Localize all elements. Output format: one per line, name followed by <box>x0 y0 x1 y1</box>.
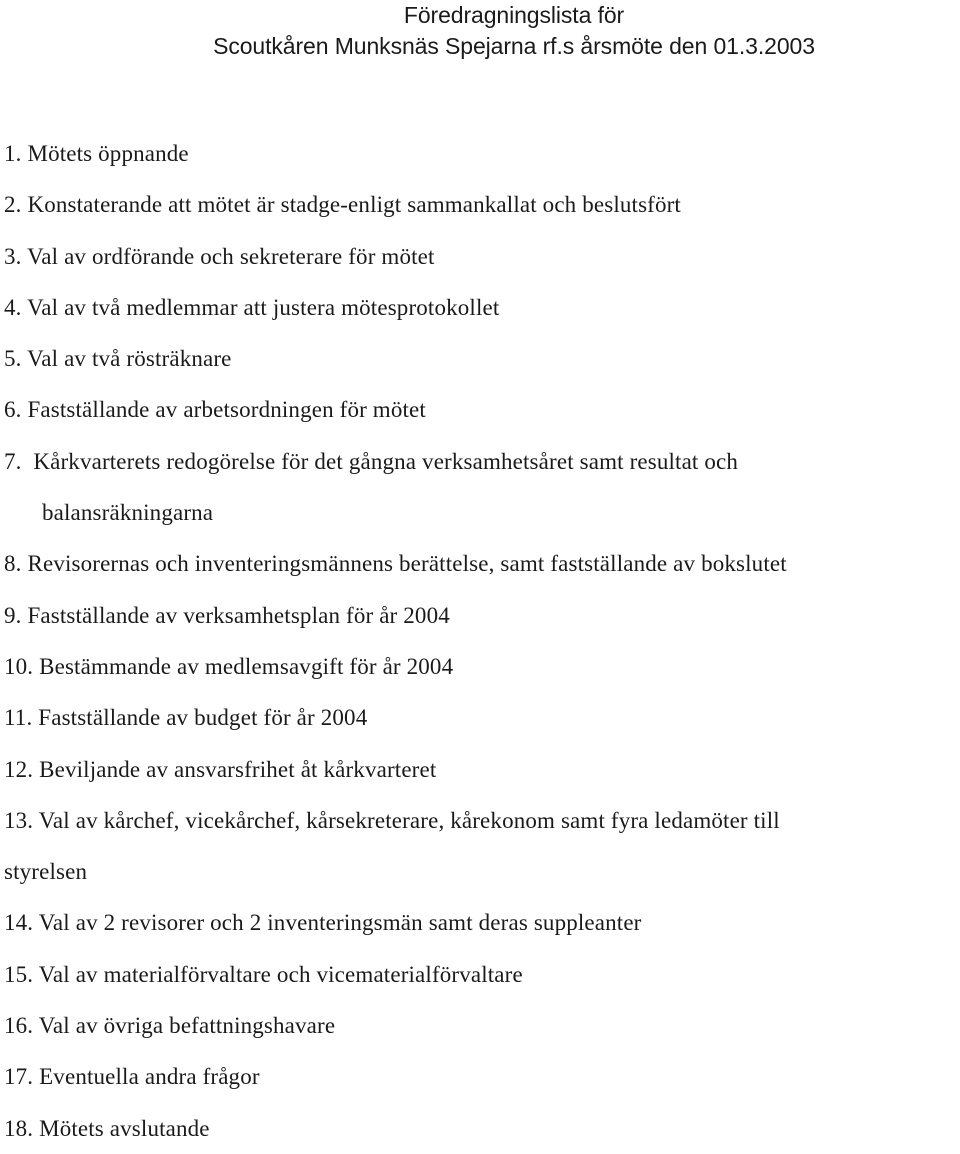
item-text: Eventuella andra frågor <box>39 1064 260 1090</box>
item-text: Val av materialförvaltare och vicematerialförvaltare <box>33 961 523 987</box>
item-number: 12. <box>4 756 34 782</box>
item-number: 18. <box>4 1115 34 1141</box>
agenda-item-7 <box>4 436 960 539</box>
item-text: Kårkvarterets redogörelse för det gångna verksamhetsåret samt resultat och <box>33 448 739 474</box>
item-text: Bestämmande av medlemsavgift för år 2004 <box>39 653 454 679</box>
item-number: 7. <box>4 448 22 474</box>
item-text: Revisorernas och inventeringsmännens berättelse, samt fastställande av bokslutet <box>27 551 787 577</box>
agenda-item-15 <box>4 949 960 1000</box>
item-text: Val av övriga befattningshavare <box>38 1013 336 1039</box>
item-number: 1. <box>4 141 22 166</box>
agenda-item-17 <box>4 1051 960 1102</box>
item-number: 15. <box>4 961 34 987</box>
item-number: 13. <box>4 807 34 833</box>
item-number: 4. <box>4 294 22 320</box>
document-title: Föredragningslista för <box>403 2 625 28</box>
agenda-item-11 <box>4 692 960 743</box>
agenda-item-14 <box>4 897 960 948</box>
item-text: Konstaterande att mötet är stadge-enligt sammankallat och beslutsfört <box>27 192 681 218</box>
agenda-item-6 <box>4 384 960 435</box>
item-text: Beviljande av ansvarsfrihet åt kårkvarteret <box>39 756 437 782</box>
agenda-list <box>4 128 960 1154</box>
item-continuation: styrelsen <box>4 859 88 885</box>
item-text: Val av två medlemmar att justera mötesprotokollet <box>27 294 500 320</box>
item-number: 6. <box>4 397 22 423</box>
agenda-item-16 <box>4 1000 960 1051</box>
agenda-item-5 <box>4 333 960 384</box>
document-subtitle: Scoutkåren Munksnäs Spejarna rf.s årsmöte den 01.3.2003 <box>213 33 815 59</box>
agenda-item-3 <box>4 231 960 282</box>
item-text: Val av kårchef, vicekårchef, kårsekreterare, kårekonom samt fyra ledamöter till <box>38 807 780 833</box>
item-number: 3. <box>4 243 22 269</box>
item-number: 8. <box>4 551 22 577</box>
agenda-item-12 <box>4 744 960 795</box>
agenda-item-2 <box>4 179 960 230</box>
item-number: 2. <box>4 192 22 218</box>
agenda-item-9 <box>4 590 960 641</box>
item-text: Mötets öppnande <box>27 141 189 166</box>
item-text: Val av ordförande och sekreterare för mötet <box>27 243 435 269</box>
item-text: Fastställande av arbetsordningen för mötet <box>27 397 426 423</box>
item-first-line <box>4 436 960 487</box>
item-text: Fastställande av budget för år 2004 <box>38 705 368 731</box>
agenda-item-1 <box>4 128 960 179</box>
item-number: 17. <box>4 1064 34 1090</box>
agenda-item-8 <box>4 538 960 589</box>
item-number: 10. <box>4 653 34 679</box>
agenda-item-4 <box>4 282 960 333</box>
item-number: 11. <box>4 705 33 731</box>
item-number: 9. <box>4 602 22 628</box>
item-number: 14. <box>4 910 34 936</box>
item-first-line <box>4 795 960 846</box>
item-continuation: balansräkningarna <box>42 500 214 526</box>
document-header <box>0 0 960 62</box>
item-text: Fastställande av verksamhetsplan för år 2004 <box>27 602 450 628</box>
item-text: Val av två rösträknare <box>27 346 232 372</box>
agenda-item-10 <box>4 641 960 692</box>
agenda-item-18 <box>4 1103 960 1154</box>
item-text: Mötets avslutande <box>39 1115 210 1141</box>
item-number: 16. <box>4 1013 34 1039</box>
item-text: Val av 2 revisorer och 2 inventeringsmän samt deras suppleanter <box>38 910 642 936</box>
agenda-item-13 <box>4 795 960 898</box>
item-number: 5. <box>4 346 22 372</box>
